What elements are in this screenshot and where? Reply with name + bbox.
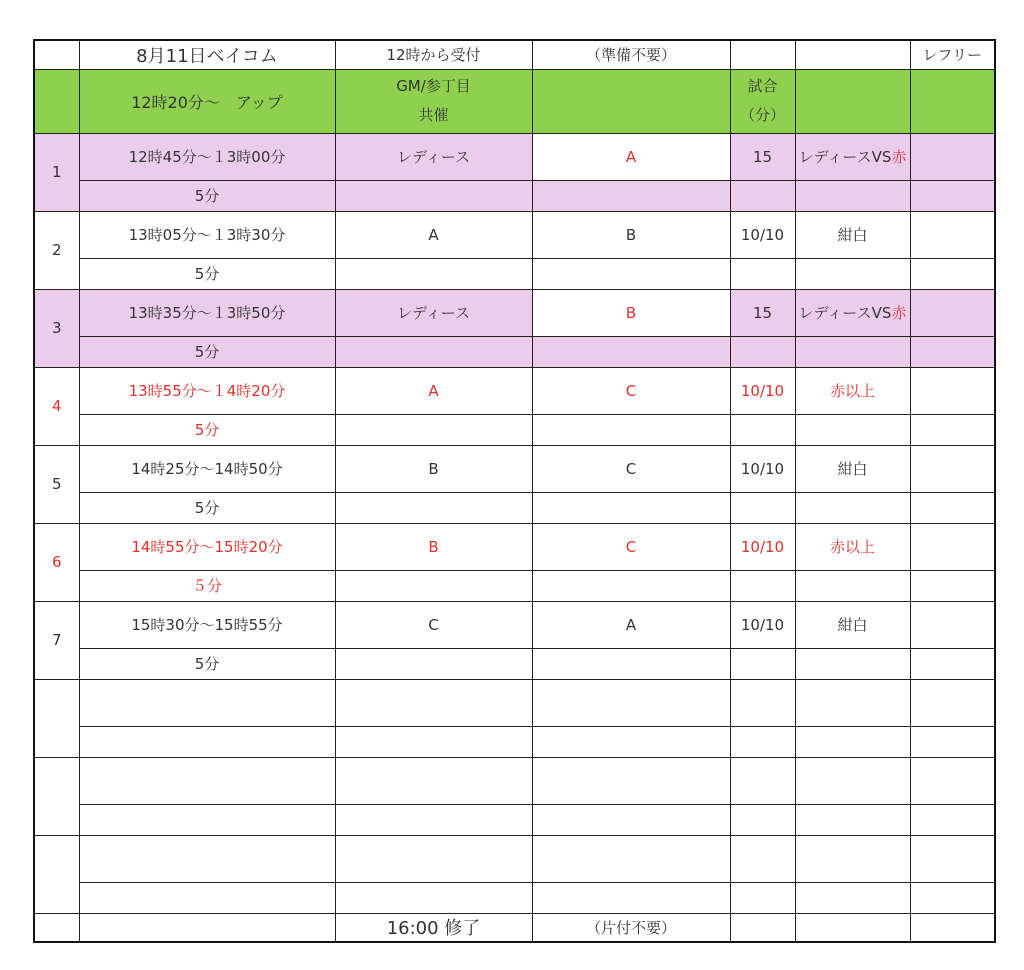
match-number: 4 (34, 367, 79, 445)
event-title: 8月11日ベイコム (79, 40, 335, 69)
match-time: 13時55分～１4時20分 (79, 367, 335, 414)
gap-empty (910, 492, 995, 523)
gap-empty (795, 648, 910, 679)
match-duration: 10/10 (730, 367, 795, 414)
empty-cell (335, 726, 532, 757)
prep-note: （準備不要） (532, 40, 730, 69)
host-line1: GM/参丁目 (396, 77, 471, 95)
gap-empty (910, 180, 995, 211)
match-duration: 10/10 (730, 445, 795, 492)
host-label (335, 69, 532, 133)
host-line2: 共催 (418, 106, 449, 124)
empty-cell (730, 726, 795, 757)
gap-empty (532, 492, 730, 523)
end-time: 16:00 修了 (335, 913, 532, 942)
empty-cell (532, 835, 730, 882)
empty-cell (335, 835, 532, 882)
empty-cell (910, 726, 995, 757)
team-1: B (335, 523, 532, 570)
warmup-label: 12時20分～ アップ (79, 69, 335, 133)
gap-empty (730, 492, 795, 523)
title-empty-cell (795, 40, 910, 69)
empty-cell (532, 726, 730, 757)
empty-cell (335, 757, 532, 804)
match-note: 赤以上 (795, 523, 910, 570)
footer-empty (730, 913, 795, 942)
match-time: 13時35分～１3時50分 (79, 289, 335, 336)
match-note (795, 289, 910, 336)
match-row (34, 445, 995, 492)
match-number: 2 (34, 211, 79, 289)
gap-empty (532, 570, 730, 601)
gap-empty (335, 648, 532, 679)
empty-cell (79, 679, 335, 726)
gap-empty (795, 492, 910, 523)
empty-cell (730, 882, 795, 913)
match-time: 14時25分～14時50分 (79, 445, 335, 492)
match-note: 紺白 (795, 445, 910, 492)
cleanup-note: （片付不要） (532, 913, 730, 942)
match-time: 14時55分～15時20分 (79, 523, 335, 570)
match-line2: （分） (739, 106, 785, 124)
team-2: C (532, 445, 730, 492)
team-1: レディース (335, 289, 532, 336)
empty-number (34, 679, 79, 757)
footer-empty (795, 913, 910, 942)
gap-empty (335, 414, 532, 445)
match-duration: 10/10 (730, 523, 795, 570)
empty-cell (795, 679, 910, 726)
gap-empty (335, 492, 532, 523)
match-note: 紺白 (795, 601, 910, 648)
reception-time: 12時から受付 (335, 40, 532, 69)
empty-row (34, 757, 995, 804)
gap-row (34, 336, 995, 367)
empty-cell (795, 804, 910, 835)
match-line1: 試合 (747, 77, 778, 95)
empty-cell (795, 835, 910, 882)
schedule-table (33, 39, 996, 943)
empty-cell (79, 882, 335, 913)
match-duration: 15 (730, 133, 795, 180)
gap-empty (910, 336, 995, 367)
gap-empty (795, 336, 910, 367)
empty-cell (335, 882, 532, 913)
empty-cell (910, 804, 995, 835)
subheader-row (34, 69, 995, 133)
footer-empty (79, 913, 335, 942)
gap-row (34, 648, 995, 679)
footer-row (34, 913, 995, 942)
gap-empty (795, 180, 910, 211)
subheader-empty (910, 69, 995, 133)
team-2: A (532, 601, 730, 648)
empty-row (34, 804, 995, 835)
gap-empty (335, 258, 532, 289)
team-2: C (532, 367, 730, 414)
gap-empty (910, 648, 995, 679)
empty-cell (910, 757, 995, 804)
match-number: 7 (34, 601, 79, 679)
match-number: 3 (34, 289, 79, 367)
gap-empty (910, 570, 995, 601)
empty-number (34, 757, 79, 835)
gap-empty (730, 258, 795, 289)
match-note: 紺白 (795, 211, 910, 258)
gap-empty (532, 336, 730, 367)
match-time: 12時45分～１3時00分 (79, 133, 335, 180)
gap-empty (795, 414, 910, 445)
referee-cell (910, 289, 995, 336)
match-note (795, 133, 910, 180)
gap-row (34, 180, 995, 211)
empty-cell (79, 835, 335, 882)
gap-empty (532, 648, 730, 679)
match-row (34, 289, 995, 336)
empty-row (34, 835, 995, 882)
referee-cell (910, 211, 995, 258)
empty-cell (79, 804, 335, 835)
match-row (34, 133, 995, 180)
referee-cell (910, 601, 995, 648)
referee-cell (910, 133, 995, 180)
match-time: 13時05分～１3時30分 (79, 211, 335, 258)
match-row (34, 601, 995, 648)
team-1: B (335, 445, 532, 492)
gap-empty (335, 570, 532, 601)
gap-time: 5分 (79, 180, 335, 211)
gap-empty (532, 414, 730, 445)
match-row (34, 367, 995, 414)
gap-row (34, 570, 995, 601)
match-note-text: レディースVS (798, 148, 892, 166)
empty-cell (532, 679, 730, 726)
gap-empty (910, 414, 995, 445)
match-length-header (730, 69, 795, 133)
gap-empty (730, 648, 795, 679)
empty-cell (532, 882, 730, 913)
referee-cell (910, 367, 995, 414)
footer-empty (34, 913, 79, 942)
gap-empty (730, 570, 795, 601)
subheader-empty (34, 69, 79, 133)
gap-empty (795, 570, 910, 601)
referee-header: レフリー (910, 40, 995, 69)
match-duration: 10/10 (730, 601, 795, 648)
gap-empty (730, 414, 795, 445)
gap-time: 5分 (79, 648, 335, 679)
title-corner-cell (34, 40, 79, 69)
match-note: 赤以上 (795, 367, 910, 414)
gap-empty (910, 258, 995, 289)
gap-empty (730, 336, 795, 367)
match-number: 1 (34, 133, 79, 211)
empty-cell (335, 804, 532, 835)
empty-cell (730, 679, 795, 726)
empty-cell (795, 882, 910, 913)
referee-cell (910, 523, 995, 570)
empty-cell (910, 882, 995, 913)
empty-cell (335, 679, 532, 726)
gap-empty (335, 336, 532, 367)
empty-cell (532, 804, 730, 835)
empty-cell (795, 726, 910, 757)
gap-empty (795, 258, 910, 289)
gap-time: ５分 (79, 570, 335, 601)
empty-number (34, 835, 79, 913)
empty-cell (730, 757, 795, 804)
gap-row (34, 492, 995, 523)
referee-cell (910, 445, 995, 492)
match-time: 15時30分～15時55分 (79, 601, 335, 648)
footer-empty (910, 913, 995, 942)
gap-time: 5分 (79, 258, 335, 289)
match-number: 5 (34, 445, 79, 523)
gap-empty (532, 180, 730, 211)
match-row (34, 523, 995, 570)
empty-cell (795, 757, 910, 804)
team-2: B (532, 211, 730, 258)
match-duration: 10/10 (730, 211, 795, 258)
match-duration: 15 (730, 289, 795, 336)
empty-cell (79, 757, 335, 804)
empty-cell (910, 835, 995, 882)
team-1: C (335, 601, 532, 648)
team-2: B (532, 289, 730, 336)
empty-cell (730, 835, 795, 882)
gap-time: 5分 (79, 492, 335, 523)
match-note-text: レディースVS (798, 304, 892, 322)
title-row (34, 40, 995, 69)
gap-empty (335, 180, 532, 211)
team-2: A (532, 133, 730, 180)
empty-row (34, 726, 995, 757)
team-1: レディース (335, 133, 532, 180)
team-2: C (532, 523, 730, 570)
empty-cell (910, 679, 995, 726)
gap-empty (730, 180, 795, 211)
team-1: A (335, 367, 532, 414)
match-row (34, 211, 995, 258)
empty-row (34, 679, 995, 726)
empty-cell (79, 726, 335, 757)
gap-empty (532, 258, 730, 289)
subheader-empty (532, 69, 730, 133)
gap-row (34, 258, 995, 289)
empty-cell (532, 757, 730, 804)
subheader-empty (795, 69, 910, 133)
title-empty-cell (730, 40, 795, 69)
match-note-red: 赤 (891, 148, 907, 166)
team-1: A (335, 211, 532, 258)
match-note-red: 赤 (891, 304, 907, 322)
empty-row (34, 882, 995, 913)
gap-row (34, 414, 995, 445)
gap-time: 5分 (79, 336, 335, 367)
match-number: 6 (34, 523, 79, 601)
gap-time: 5分 (79, 414, 335, 445)
empty-cell (730, 804, 795, 835)
